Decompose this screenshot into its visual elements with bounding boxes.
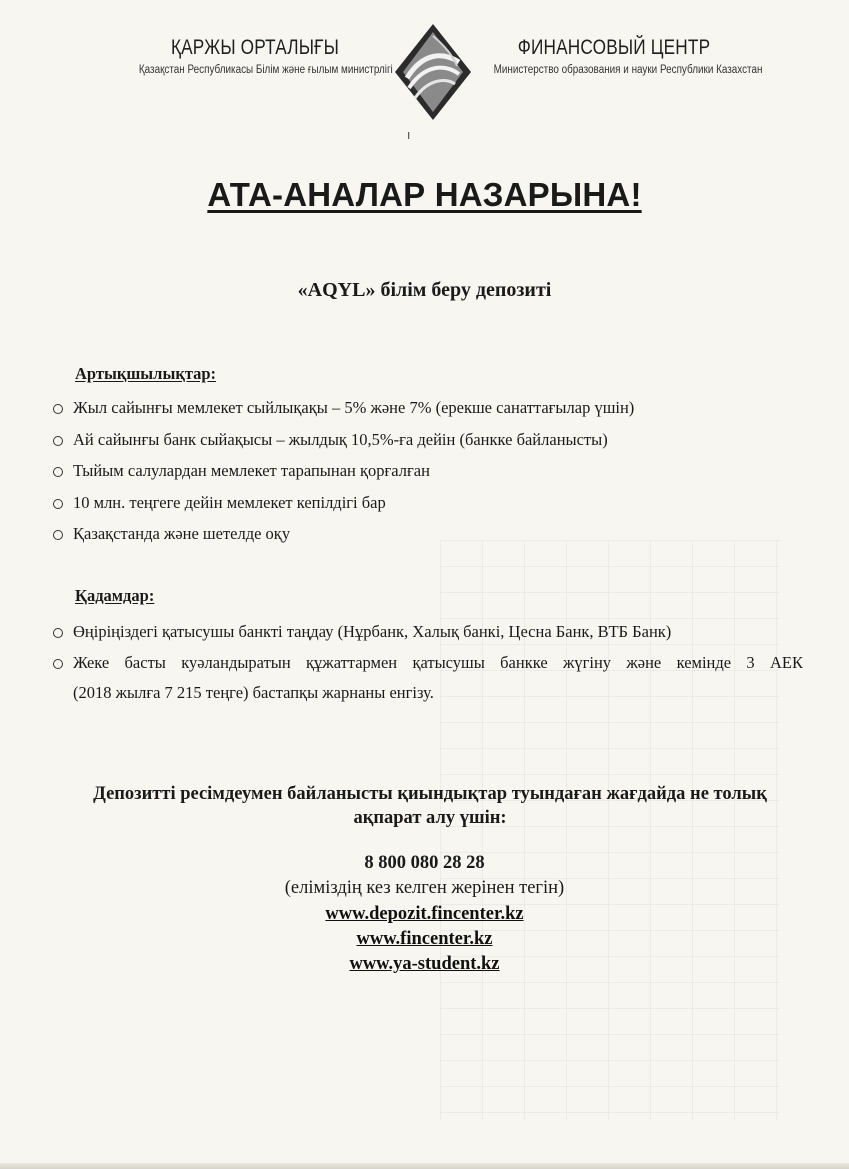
org-right xyxy=(474,36,763,76)
financial-center-logo-icon xyxy=(393,22,473,122)
link-depozit-fincenter[interactable]: www.depozit.fincenter.kz xyxy=(325,904,524,924)
right-org-name: ФИНАНСОВЫЙ ЦЕНТР xyxy=(517,36,711,59)
deposit-subtitle: «AQYL» білім беру депозиті xyxy=(297,279,552,301)
bullet-circle-icon xyxy=(53,499,63,509)
link-fincenter[interactable]: www.fincenter.kz xyxy=(356,929,493,949)
bullet-circle-icon xyxy=(53,467,63,477)
advantages-heading: Артықшылықтар: xyxy=(75,364,217,383)
left-org-name: ҚАРЖЫ ОРТАЛЫҒЫ xyxy=(170,36,340,59)
bullet-circle-icon xyxy=(53,404,63,414)
step-continuation: (2018 жылға 7 215 теңге) бастапқы жарнаны енгізу. xyxy=(73,683,434,702)
bullet-circle-icon xyxy=(53,530,63,540)
contact-note: Депозитті ресімдеумен байланысты қиындықтар туындаған жағдайда не толық ақпарат алу үшін: xyxy=(93,784,767,828)
list-item: Өңіріңіздегі қатысушы банкті таңдау (Нұрбанк, Халық банкі, Цесна Банк, ВТБ Банк) xyxy=(52,622,803,653)
org-left xyxy=(120,36,393,76)
page-bottom-edge xyxy=(0,1163,849,1169)
letterhead xyxy=(0,0,849,150)
bullet-circle-icon xyxy=(53,659,63,669)
page-title: АТА-АНАЛАР НАЗАРЫНА! xyxy=(207,176,642,213)
list-item: Тыйым салулардан мемлекет тарапынан қорғалған xyxy=(52,461,634,493)
list-item: Жеке басты куәландыратын құжаттармен қатысушы банкке жүгіну және кемінде 3 АЕК xyxy=(52,653,803,673)
bullet-circle-icon xyxy=(53,436,63,446)
phone-number[interactable]: 8 800 080 28 28 xyxy=(364,853,485,873)
advantages-list xyxy=(52,398,634,556)
link-ya-student[interactable]: www.ya-student.kz xyxy=(349,954,500,974)
bullet-circle-icon xyxy=(53,628,63,638)
left-org-subtitle: Қазақстан Республикасы Білім және ғылым министрлігі xyxy=(138,64,393,76)
steps-heading: Қадамдар: xyxy=(75,586,155,605)
phone-note: (еліміздің кез келген жерінен тегін) xyxy=(284,878,565,898)
list-item: Қазақстанда және шетелде оқу xyxy=(52,524,634,556)
list-item: Ай сайынғы банк сыйақысы – жылдық 10,5%-ға дейін (банкке байланысты) xyxy=(52,430,634,462)
steps-list xyxy=(52,622,803,673)
list-item: 10 млн. теңгеге дейін мемлекет кепілдігі бар xyxy=(52,493,634,525)
tick-mark-icon: ı xyxy=(407,128,411,142)
right-org-subtitle: Министерство образования и науки Республики Казахстан xyxy=(493,64,763,76)
list-item: Жыл сайынғы мемлекет сыйлықақы – 5% және 7% (ерекше санаттағылар үшін) xyxy=(52,398,634,430)
